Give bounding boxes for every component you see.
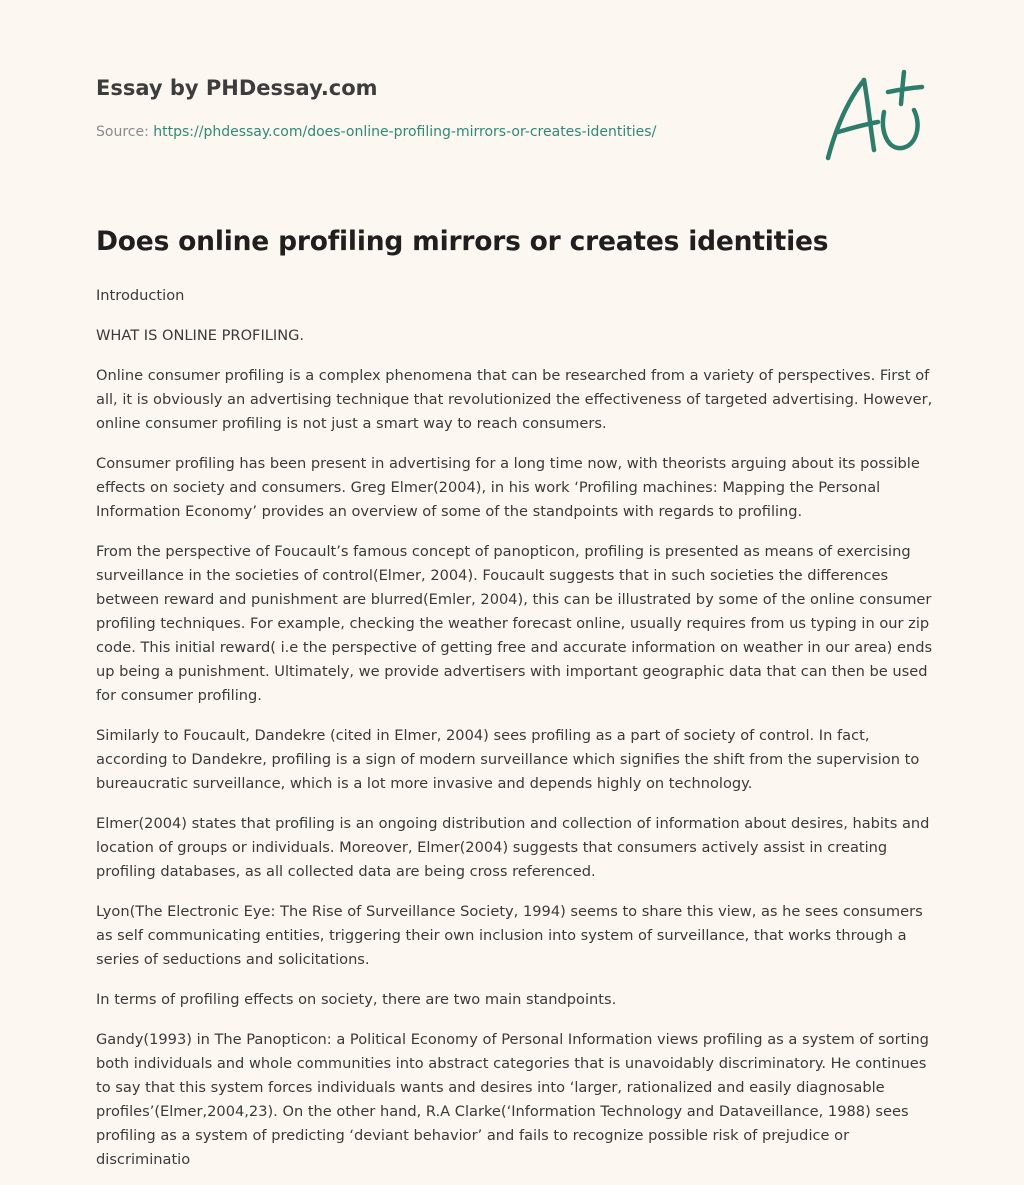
a-plus-logo xyxy=(818,66,930,166)
site-title: Essay by PHDessay.com xyxy=(96,76,378,100)
source-label: Source: xyxy=(96,124,149,140)
paragraph: Consumer profiling has been present in advertising for a long time now, with theorists arguing about its possible effects on society and consumers. Greg Elmer(2004), in his work ‘Profiling machines: Mapping the Personal Information Economy’ provides an overview of some of the standpoints with regards to profiling. xyxy=(96,455,920,520)
paragraph: Gandy(1993) in The Panopticon: a Political Economy of Personal Information views profiling as a system of sorting both individuals and whole communities into abstract categories that is unavoidably discriminatory. He continues to say that this system forces individuals wants and desires into ‘larger, rationalized and easily diagnosable profiles’(Elmer,2004,23). On the other hand, R.A Clarke(‘Information Technology and Dataveillance, 1988) sees profiling as a system of predicting ‘deviant behavior’ and fails to recognize possible risk of prejudice or discriminatio xyxy=(96,1031,929,1168)
paragraph: Introduction xyxy=(96,287,185,304)
paragraph: Lyon(The Electronic Eye: The Rise of Surveillance Society, 1994) seems to share this view, as he sees consumers as self communicating entities, triggering their own inclusion into system of surveillance, that works through a series of seductions and solicitations. xyxy=(96,903,923,968)
source-line xyxy=(96,124,656,140)
paragraph: WHAT IS ONLINE PROFILING. xyxy=(96,327,305,344)
essay-body xyxy=(96,284,936,1185)
paragraph: In terms of profiling effects on society, there are two main standpoints. xyxy=(96,991,617,1008)
paragraph: Similarly to Foucault, Dandekre (cited in Elmer, 2004) sees profiling as a part of society of control. In fact, according to Dandekre, profiling is a sign of modern surveillance which signifies the shift from the supervision to bureaucratic surveillance, which is a lot more invasive and depends highly on technology. xyxy=(96,727,920,792)
paragraph: Elmer(2004) states that profiling is an ongoing distribution and collection of information about desires, habits and location of groups or individuals. Moreover, Elmer(2004) suggests that consumers actively assist in creating profiling databases, as all collected data are being cross referenced. xyxy=(96,815,930,880)
paragraph: From the perspective of Foucault’s famous concept of panopticon, profiling is presented as means of exercising surveillance in the societies of control(Elmer, 2004). Foucault suggests that in such societies the differences between reward and punishment are blurred(Emler, 2004), this can be illustrated by some of the online consumer profiling techniques. For example, checking the weather forecast online, usually requires from us typing in our zip code. This initial reward( i.e the perspective of getting free and accurate information on weather in our area) ends up being a punishment. Ultimately, we provide advertisers with important geographic data that can then be used for consumer profiling. xyxy=(96,543,933,704)
paragraph: Online consumer profiling is a complex phenomena that can be researched from a variety of perspectives. First of all, it is obviously an advertising technique that revolutionized the effectiveness of targeted advertising. However, online consumer profiling is not just a smart way to reach consumers. xyxy=(96,367,933,432)
a-plus-logo-icon xyxy=(818,66,930,166)
essay-title: Does online profiling mirrors or creates identities xyxy=(96,226,829,257)
source-link[interactable]: https://phdessay.com/does-online-profiling-mirrors-or-creates-identities/ xyxy=(153,124,657,140)
